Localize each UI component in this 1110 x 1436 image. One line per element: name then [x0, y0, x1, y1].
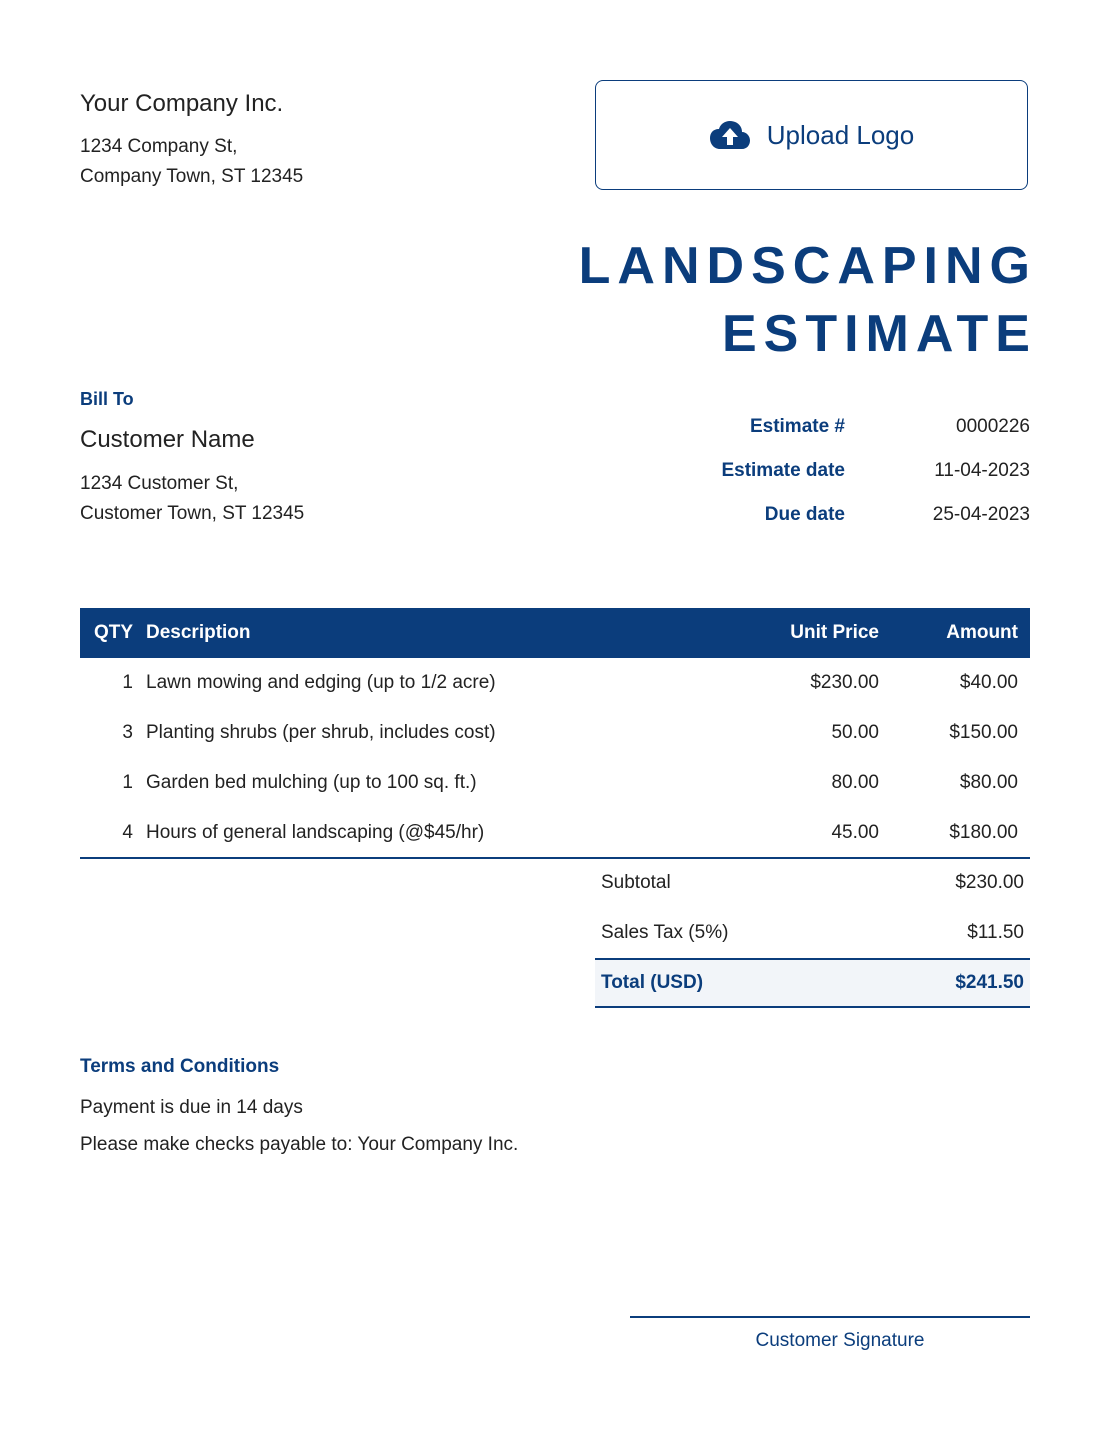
- sales-tax-row: [595, 908, 1030, 958]
- item-amount: $180.00: [949, 822, 1018, 843]
- estimate-date-label: Estimate date: [721, 460, 845, 481]
- header-description: Description: [146, 622, 251, 643]
- item-description: Garden bed mulching (up to 100 sq. ft.): [146, 772, 477, 793]
- item-description: Planting shrubs (per shrub, includes cost): [146, 722, 496, 743]
- customer-address-line2: Customer Town, ST 12345: [80, 503, 305, 524]
- item-amount: $80.00: [959, 772, 1018, 793]
- table-row: [80, 808, 1030, 858]
- due-date-row: [595, 504, 1030, 534]
- header-amount: Amount: [946, 622, 1018, 643]
- due-date-label: Due date: [764, 504, 845, 525]
- terms-body: [80, 1089, 518, 1163]
- upload-logo-button[interactable]: [595, 80, 1028, 190]
- item-qty: 4: [122, 822, 133, 843]
- table-row: [80, 658, 1030, 708]
- terms-title: Terms and Conditions: [80, 1056, 280, 1077]
- customer-name: Customer Name: [80, 426, 255, 453]
- item-qty: 3: [122, 722, 133, 743]
- item-unit-price: 45.00: [831, 822, 879, 843]
- header-qty: QTY: [94, 622, 134, 643]
- subtotal-value: $230.00: [955, 872, 1024, 893]
- estimate-date-value: 11-04-2023: [934, 460, 1030, 481]
- subtotal-label: Subtotal: [601, 872, 671, 893]
- sales-tax-value: $11.50: [967, 922, 1024, 943]
- signature-label: Customer Signature: [755, 1330, 925, 1351]
- item-description: Lawn mowing and edging (up to 1/2 acre): [146, 672, 496, 693]
- customer-address-line1: 1234 Customer St,: [80, 473, 239, 494]
- terms-line: Payment is due in 14 days: [80, 1097, 303, 1118]
- item-unit-price: $230.00: [810, 672, 879, 693]
- terms-line: Please make checks payable to: Your Company Inc.: [80, 1134, 519, 1155]
- item-qty: 1: [122, 672, 133, 693]
- due-date-value: 25-04-2023: [932, 504, 1030, 525]
- estimate-number-row: [595, 416, 1030, 446]
- customer-address: [80, 469, 304, 529]
- document-title-line1: LANDSCAPING: [578, 237, 1037, 295]
- document-title-line2: ESTIMATE: [721, 305, 1037, 363]
- company-name: Your Company Inc.: [80, 90, 284, 117]
- sales-tax-label: Sales Tax (5%): [601, 922, 729, 943]
- total-row: [595, 958, 1030, 1008]
- company-address-line2: Company Town, ST 12345: [80, 166, 304, 187]
- item-description: Hours of general landscaping (@$45/hr): [146, 822, 485, 843]
- cloud-upload-icon: [709, 120, 751, 150]
- subtotal-row: [595, 858, 1030, 908]
- table-row: [80, 708, 1030, 758]
- bill-to-label: Bill To: [80, 389, 134, 409]
- company-address-line1: 1234 Company St,: [80, 136, 238, 157]
- table-row: [80, 758, 1030, 808]
- document-title: [578, 232, 1037, 368]
- item-unit-price: 80.00: [831, 772, 879, 793]
- total-value: $241.50: [955, 972, 1024, 993]
- item-qty: 1: [122, 772, 133, 793]
- signature-line[interactable]: [630, 1316, 1030, 1318]
- estimate-date-row: [595, 460, 1030, 490]
- total-label: Total (USD): [601, 972, 704, 993]
- items-table-header: [80, 608, 1030, 658]
- item-amount: $40.00: [959, 672, 1018, 693]
- company-address: [80, 132, 303, 192]
- estimate-number-label: Estimate #: [749, 416, 845, 437]
- header-unit-price: Unit Price: [790, 622, 879, 643]
- item-unit-price: 50.00: [831, 722, 879, 743]
- estimate-number-value: 0000226: [956, 416, 1030, 437]
- upload-logo-label: Upload Logo: [766, 119, 915, 150]
- item-amount: $150.00: [949, 722, 1018, 743]
